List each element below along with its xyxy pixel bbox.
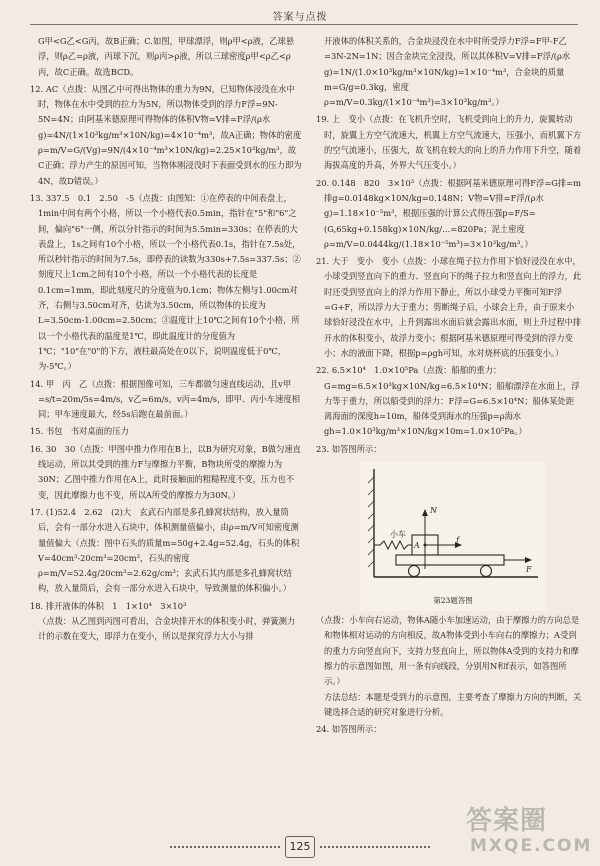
answer-20: 20. 0.148 820 3×10³（点拨：根据阿基米德原理可得F浮=G排=m排g=0.0148kg×10N/kg=0.148N；V物=V排=F浮/(ρ水g)=1.18×10⁻⁵m³，根据压强的计算公式得压强p=F/S=(G,65kg+0.158kg)×10N/kg/…=820Pa；泥土密度ρ=m/V=0.0444kg/(1.18×10⁻⁵m³)=3×10³kg/m³。） xyxy=(316,177,582,249)
answer-15: 15. 书包 书对桌面的压力 xyxy=(30,426,129,437)
answer-18-continued: 开液体的体积关系的，合金块浸没在水中时所受浮力F浮=F甲-F乙=3N-2N=1N；因合金块完全浸没，所以其体积V=V排=F浮/(ρ水g)=1N/(1.0×10³kg/m³×10N/kg)=1×10⁻⁴m³，合金块的质量m=G/g=0.3kg，密度ρ=m/V=0.3kg/(1×10⁻⁴m³)=3×10³kg/m³。） xyxy=(324,36,571,108)
page-number: 125 xyxy=(285,836,315,858)
watermark-line2: MXQE.COM xyxy=(470,836,593,856)
header-rule xyxy=(30,24,578,25)
label-car: 小车 xyxy=(390,530,406,540)
answer-14: 14. 甲 丙 乙（点拨：根据图像可知，三车都做匀速直线运动，且v甲=s/t=20m/5s=4m/s，v乙=6m/s，v丙=4m/s，即甲、丙小车速度相同；甲车速度最大，经5s后跑在最前面。） xyxy=(30,378,301,420)
answer-13: 13. 337.5 0.1 2.50 -5（点拨：由图知：①在停表的中间表盘上，1min中间有两个小格，所以一个小格代表0.5min，指针在"5"和"6"之间，偏向"6"一侧，所以分针指示的时间为5.5min=330s；在停表的大表盘上，1s之间有10个小格，所以一个小格代表0.1s，指针在7.5s处，所以秒针指示的时间为7.5s，即停表的读数为330s+7.5s=337.5s；②刻度尺上1cm之间有10个小格，所以一个小格代表的长度是0.1cm=1mm，即此刻度尺的分度值为0.1cm；物体左侧与1.00cm对齐，右侧与3.50cm对齐，估读为3.50cm，所以物体的长度为L=3.50cm-1.00cm=2.50cm；③温度计上10℃之间有10个小格，所以一个小格代表的温度是1℃，即此温度计的分度值为1℃；"10"在"0"的下方，液柱最高处在0以下，说明温度低于0℃，为-5℃。） xyxy=(30,192,301,372)
answer-19: 19. 上 变小（点拨：在飞机升空时，飞机受到向上的升力，旋翼转动时，旋翼上方空气流速大，机翼上方空气流速大，压强小，而机翼下方的空气流速小，压强大，故飞机在较大的向上的升力作用下升空，随着海拔高度的升高，外界大气压变小。） xyxy=(316,114,582,171)
cart-body xyxy=(396,555,504,565)
figure-23 xyxy=(360,461,546,611)
wall-hatch xyxy=(368,477,374,567)
answer-21: 21. 大于 变小 变小（点拨：小球在绳子拉力作用下恰好浸没在水中，小球受到竖直向下的重力、竖直向下的绳子拉力和竖直向上的浮力，此时还受到竖直向上的浮力作用下静止，所以小球受力平衡可知F浮=G+F，所以浮力大于重力；剪断绳子后，小球会上升，由于原来小球恰好浸没在水中，上升到露出水面后就会露出水面，则上升过程中排开水的体积变小，故浮力变小；根据阿基米德原理可得受到的浮力变小；水的液面下降，根据p=ρgh可知，水对烧杯底的压强变小。） xyxy=(316,256,582,358)
answer-12: 12. AC（点拨：从图乙中可得出物体的重力为9N，已知物体浸没在水中时，物体在水中受到的拉力为5N，所以物体受到的浮力F浮=9N-5N=4N；由阿基米德原理可得物体的体积V物=V排=F浮/(ρ水g)=4N/(1×10³kg/m³×10N/kg)=4×10⁻⁴m³，故A正确；物体的密度ρ=m/V=G/(Vg)=9N/(4×10⁻⁴m³×10N/kg)=2.25×10³kg/m³，故C正确；浮力产生的原因可知，当物体刚浸没时下表面受到水的压力即为4N，故D错误。） xyxy=(30,83,302,186)
figure-23-diagram xyxy=(360,461,546,611)
figure-caption: 第23题答图 xyxy=(433,595,473,605)
page-number-deco-left xyxy=(170,846,280,848)
answer-18: 18. 排开液体的体积 1 1×10⁴ 3×10³ xyxy=(30,600,187,611)
answer-17: 17. (1)52.4 2.62 (2)大 玄武石内部是多孔蜂窝状结构，放入量筒后，会有一部分水进入石块中，体积测量值偏小，由ρ=m/V可知密度测量值偏大（点拨：图中石头的质量m=50g+2.4g=52.4g，石头的体积V=40cm³-20cm³=20cm³，石头的密度ρ=m/V=52.4g/20cm³=2.62g/cm³；玄武石其内部是多孔蜂窝状结构，放入量筒后，会有一部分水进入石块中，导致测量的体积偏小。） xyxy=(30,506,300,594)
answer-11-continued: G甲<G乙<G丙，故B正确；C.如图，甲球漂浮，则ρ甲<ρ液，乙球悬浮，则ρ乙=ρ液，丙球下沉，则ρ丙>ρ液，所以三球密度ρ甲<ρ乙<ρ丙，故C正确。故选BCD。 xyxy=(38,36,295,77)
label-f: f xyxy=(456,536,459,546)
answer-23: 23. 如答图所示： xyxy=(316,443,382,454)
label-F: F xyxy=(526,565,532,575)
answer-23-hint: （点拨：小车向右运动，物体A随小车加速运动，由于摩擦力的方向总是和物体相对运动的方向相反，故A物体受到小车向右的摩擦力；A受到的重力方向竖直向下，支持力竖直向上，所以物体A受到的支持力和摩擦力的示意图如图，用一条有向线段，分别用N和f表示，如答图所示。） xyxy=(316,615,580,687)
page-number-deco-right xyxy=(320,846,430,848)
method-summary: 方法总结：本题是受到力的示意图，主要考查了摩擦力方向的判断，关键选择合适的研究对象进行分析。 xyxy=(324,691,582,717)
left-column xyxy=(30,34,302,645)
right-column xyxy=(316,34,582,737)
label-A: A xyxy=(414,541,420,551)
answer-22: 22. 6.5×10⁴ 1.0×10⁵Pa（点拨：船舶的重力：G=mg=6.5×10³kg×10N/kg=6.5×10⁴N；船舶漂浮在水面上，浮力等于重力，所以船受到的浮力：F浮=G=6.5×10⁴N；船体某处距离海面的深度h=10m，船体受到海水的压强p=ρ海水gh=1.0×10³kg/m³×10N/kg×10m=1.0×10⁵Pa。） xyxy=(316,365,580,437)
page-header: 答案与点拨 xyxy=(272,12,328,23)
answer-18-hint: （点拨：从乙图到丙图可看出，合金块排开水的体积变小时，弹簧测力计的示数在变大，即浮力在变小，所以是探究浮力大小与排 xyxy=(38,615,296,642)
cart-wheel-right xyxy=(481,566,492,577)
arrow-N-head xyxy=(422,509,428,516)
answer-16: 16. 30 30（点拨：甲图中推力作用在B上，以B为研究对象，B做匀速直线运动，所以其受到的推力F与摩擦力平衡，B物块所受的摩擦力为30N；乙图中推力作用在A上，此时接触面的粗糙程度不变，压力也不变，因此摩擦力也不变，所以A所受的摩擦力为30N。） xyxy=(30,443,301,500)
force-origin-dot xyxy=(424,544,427,547)
answer-24: 24. 如答图所示： xyxy=(316,724,382,735)
label-N: N xyxy=(430,506,437,516)
watermark xyxy=(462,800,592,860)
cart-wheel-left xyxy=(409,566,420,577)
watermark-line1: 答案圈 xyxy=(466,806,548,836)
